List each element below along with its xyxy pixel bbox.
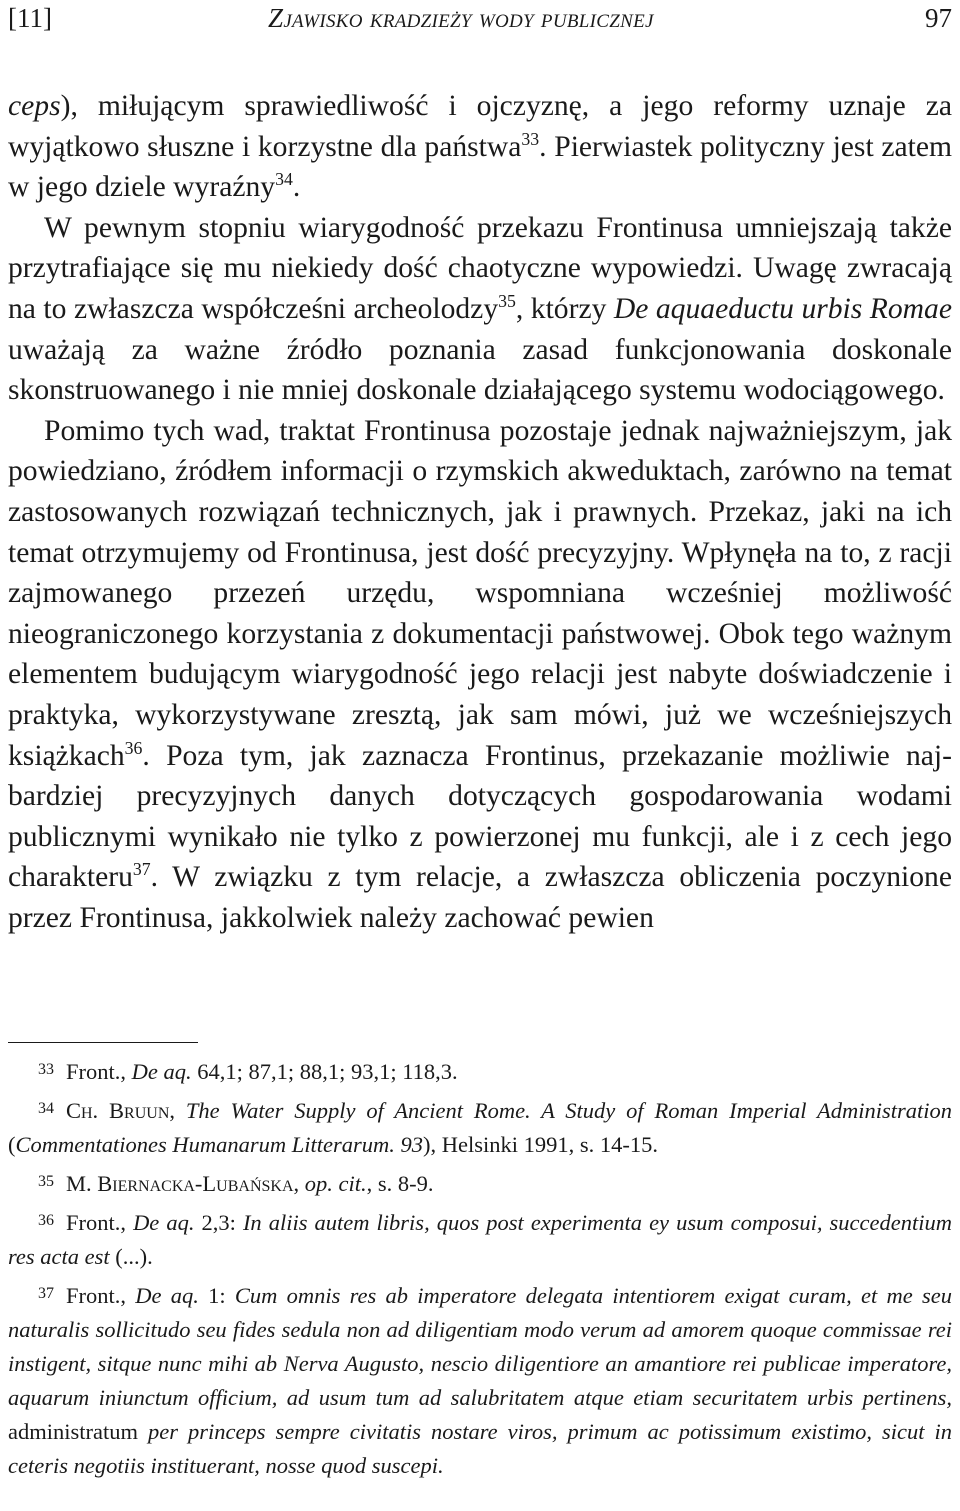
- footnote-ref-37[interactable]: 37: [132, 859, 151, 880]
- page-number: 97: [925, 3, 952, 33]
- work-title: De aquaeductu urbis Romae: [613, 292, 952, 325]
- footnote-ref-35[interactable]: 35: [498, 291, 516, 312]
- main-text: [8, 86, 952, 938]
- footnote-33: 33 Front., De aq. 64,1; 87,1; 88,1; 93,1; 118,3.: [38, 1059, 458, 1084]
- paragraph-3: Pomimo tych wad, traktat Frontinusa pozostaje jednak najważniejszym, jak powiedziano, źródłem informacji o rzymskich akweduktach, zarówno na temat zastosowanych rozwiązań technicznych, jak i prawnych. Przekaz, jaki na ich temat otrzymujemy od Frontinusa, jest dość precyzyjny. Wpłynęła na to, z racji zajmowanego przezeń urzędu, wspomniana wcześniej możliwość nieograniczonego korzystania z dokumentacji państwowej. Obok tego ważnym elementem budującym wiarygodność jego relacji jest nabyte doświadczenie i praktyka, wykorzystywane zresztą, jak sam mówi, już we wcześniejszych książkach$^{36}$. Poza tym, jak zaznacza Frontinus, przekazanie możliwie najbardziej precyzyjnych danych dotyczących gospodarowania wodami publicznymi wynikało nie tylko z powierzonej mu funkcji, ale i z cech jego charakteru$^{37}$. W związku z tym relacje, a zwłaszcza obliczenia poczynione przez Frontinusa, jakkolwiek należy zachować pewien: [8, 414, 952, 934]
- paragraph-1: ceps), miłującym sprawiedliwość i ojczyznę, a jego reformy uznaje za wyjątkowo słuszne i korzystne dla państwa$^{33}$. Pierwiastek polityczny jest zatem w jego dziele wyraźny$^{34}$.: [8, 90, 952, 204]
- section-number: [11]: [8, 3, 52, 33]
- running-header: [8, 2, 952, 38]
- footnote-ref-33[interactable]: 33: [521, 128, 540, 149]
- footnotes: [8, 1053, 952, 1483]
- footnote-37: 37 Front., De aq. 1: Cum omnis res ab imperatore delegata intentiorem exigat curam, et me seu naturalis sollicitudo seu fides sedula non ad diligentiam modo verum ad amorem quoque commissae rei instigent, sitque nunc mihi ab Nerva Augusto, nescio diligentiore an amantiore rei publicae imperatore, aquarum iniunctum officium, ad usum tum ad salubritatem atque etiam securitatem urbis pertinens, administratum per princeps sempre civitatis nostare viros, primum ac potissimum existimo, sicut in ceteris negotiis instituerant, nosse quod suscepi.: [8, 1283, 952, 1478]
- paragraph-2: W pewnym stopniu wiarygodność przekazu Frontinusa umniejszają także przytrafiające się mu niekiedy dość chaotyczne wypowiedzi. Uwagę zwracają na to zwłaszcza współcześni archeolodzy$^{35}$, którzy De aquaeductu urbis Romae uważają za ważne źródło poznania zasad funkcjonowania doskonale skonstruowanego i nie mniej doskonale działającego systemu wodociągowego.: [8, 211, 952, 407]
- footnote-36: 36 Front., De aq. 2,3: In aliis autem libris, quos post experimenta ey usum composui, succedentium res acta est (...).: [8, 1210, 952, 1269]
- footnote-ref-34[interactable]: 34: [275, 169, 293, 190]
- footnote-35: 35 M. Biernacka-Lubańska, op. cit., s. 8-9.: [38, 1171, 434, 1196]
- footnote-34: 34 Ch. Bruun, The Water Supply of Ancient Rome. A Study of Roman Imperial Administration (Commentationes Humanarum Litterarum. 93), Helsinki 1991, s. 14-15.: [8, 1098, 953, 1157]
- footnote-ref-36[interactable]: 36: [124, 737, 143, 758]
- running-title: Zjawisko kradzieży wody publicznej: [268, 3, 654, 33]
- footnote-separator: [8, 1042, 198, 1043]
